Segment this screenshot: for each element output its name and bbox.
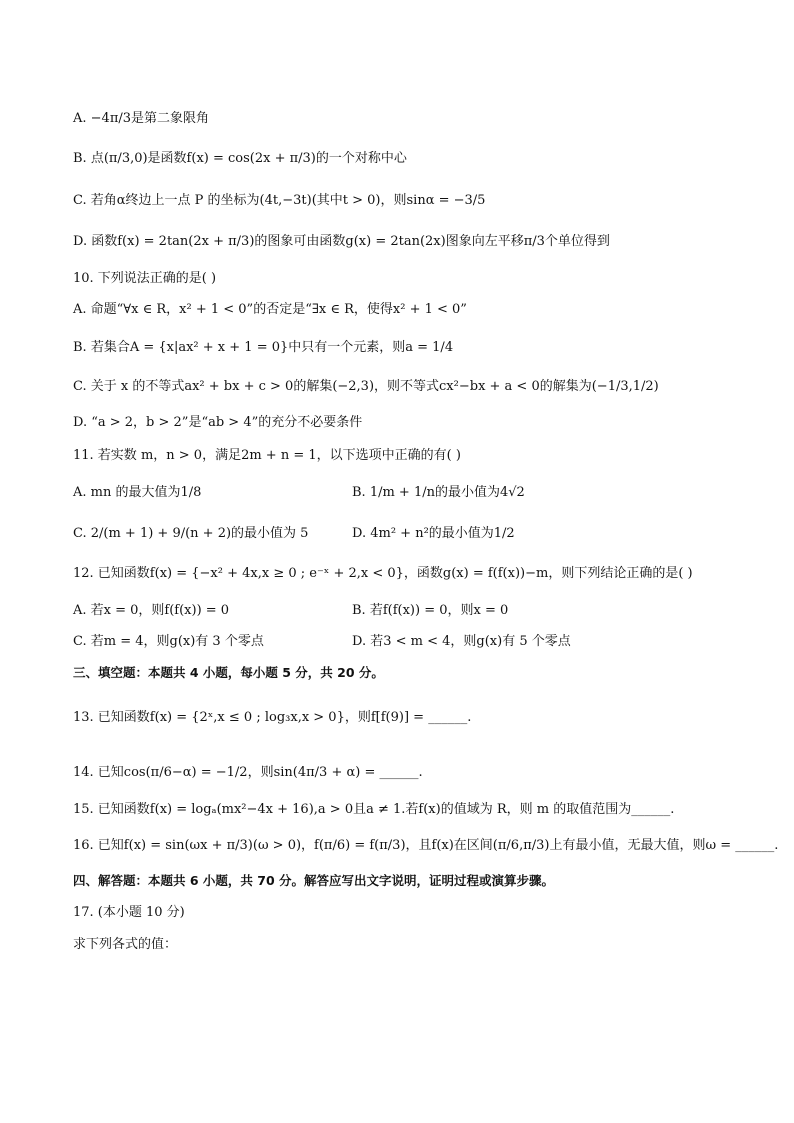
q9-option-d: D. 函数f(x) = 2tan(2x + π/3)的图象可由函数g(x) = 2tan(2x)图象向左平移π/3个单位得到: [73, 234, 610, 249]
q15: 15. 已知函数f(x) = logₐ(mx²−4x + 16),a > 0且a ≠ 1.若f(x)的值域为 R，则 m 的取值范围为______.: [73, 802, 675, 817]
q10-stem: 10. 下列说法正确的是( ): [73, 271, 217, 286]
q10-option-a: A. 命题“∀x ∈ R，x² + 1 < 0”的否定是“∃x ∈ R，使得x² + 1 < 0”: [73, 302, 467, 317]
section-heading-answer: 四、解答题：本题共 6 小题，共 70 分。解答应写出文字说明，证明过程或演算步骤。: [73, 873, 555, 888]
q17-prompt: 求下列各式的值：: [73, 937, 178, 952]
q12-stem: 12. 已知函数f(x) = {−x² + 4x,x ≥ 0 ; e⁻ˣ + 2,x < 0}，函数g(x) = f(f(x))−m，则下列结论正确的是( ): [73, 566, 693, 581]
q9-option-a: A. −4π/3是第二象限角: [73, 111, 210, 126]
q11-option-d: D. 4m² + n²的最小值为1/2: [352, 526, 515, 541]
q10-option-d: D. “a > 2，b > 2”是“ab > 4”的充分不必要条件: [73, 415, 363, 430]
q13: 13. 已知函数f(x) = {2ˣ,x ≤ 0 ; log₃x,x > 0}，则f[f(9)] = ______.: [73, 710, 472, 725]
q9-option-b: B. 点(π/3,0)是函数f(x) = cos(2x + π/3)的一个对称中心: [73, 151, 407, 166]
q14: 14. 已知cos(π/6−α) = −1/2，则sin(4π/3 + α) = ______.: [73, 765, 423, 780]
q11-stem: 11. 若实数 m，n > 0，满足2m + n = 1，以下选项中正确的有( ): [73, 448, 461, 463]
q16: 16. 已知f(x) = sin(ωx + π/3)(ω > 0)，f(π/6) = f(π/3)，且f(x)在区间(π/6,π/3)上有最小值，无最大值，则ω = ______.: [73, 838, 779, 853]
q12-option-d: D. 若3 < m < 4，则g(x)有 5 个零点: [352, 634, 571, 649]
q11-option-a: A. mn 的最大值为1/8: [73, 485, 202, 500]
q11-option-b: B. 1/m + 1/n的最小值为4√2: [352, 485, 525, 500]
q17-header: 17. (本小题 10 分): [73, 905, 185, 920]
q10-option-c: C. 关于 x 的不等式ax² + bx + c > 0的解集(−2,3)，则不等式cx²−bx + a < 0的解集为(−1/3,1/2): [73, 379, 659, 394]
q11-option-c: C. 2/(m + 1) + 9/(n + 2)的最小值为 5: [73, 526, 309, 541]
q10-option-b: B. 若集合A = {x|ax² + x + 1 = 0}中只有一个元素，则a = 1/4: [73, 340, 454, 355]
q12-option-b: B. 若f(f(x)) = 0，则x = 0: [352, 603, 509, 618]
q9-option-c: C. 若角α终边上一点 P 的坐标为(4t,−3t)(其中t > 0)，则sinα = −3/5: [73, 193, 486, 208]
q12-option-c: C. 若m = 4，则g(x)有 3 个零点: [73, 634, 264, 649]
q12-option-a: A. 若x = 0，则f(f(x)) = 0: [73, 603, 230, 618]
section-heading-fill-in: 三、填空题：本题共 4 小题，每小题 5 分，共 20 分。: [73, 665, 384, 680]
